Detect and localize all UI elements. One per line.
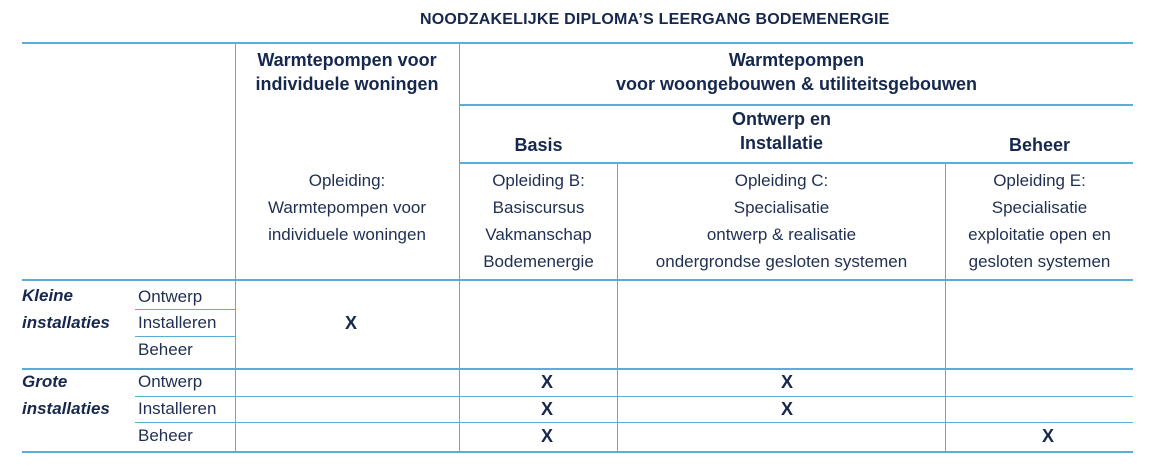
category-kleine-installaties: Kleine installaties <box>22 286 110 332</box>
mark-grote-beheer-basis: X <box>541 426 554 446</box>
subheader-rule <box>460 104 1133 106</box>
row-label-kleine-beheer: Beheer <box>138 340 193 359</box>
row-divider <box>135 309 235 310</box>
row-label-kleine-installeren: Installeren <box>138 313 217 332</box>
table-bottom-rule <box>22 451 1133 453</box>
opleiding-a: Opleiding: Warmtepompen voor individuele woningen <box>267 171 427 244</box>
mark-kleine-individueel: X <box>345 313 358 333</box>
row-label-grote-ontwerp: Ontwerp <box>138 372 203 391</box>
opleiding-e: Opleiding E: Specialisatie exploitatie open en gesloten systemen <box>968 171 1111 271</box>
row-label-grote-beheer: Beheer <box>138 426 193 445</box>
row-divider <box>135 396 1133 397</box>
header-basis: Basis <box>514 135 563 155</box>
row-label-kleine-ontwerp: Ontwerp <box>138 287 203 306</box>
header-utiliteitsgebouwen: Warmtepompen voor woongebouwen & utiliteitsgebouwen <box>616 50 977 94</box>
row-divider <box>135 422 1133 423</box>
category-grote-installaties: Grote installaties <box>22 372 110 418</box>
mark-grote-installeren-basis: X <box>541 399 554 419</box>
mark-grote-ontwerp-basis: X <box>541 372 554 392</box>
page-title: NOODZAKELIJKE DIPLOMA’S LEERGANG BODEMENERGIE <box>420 11 890 28</box>
row-divider <box>135 336 235 337</box>
mark-grote-ontwerp-c: X <box>781 372 794 392</box>
header-top-rule <box>22 42 1133 44</box>
row-label-grote-installeren: Installeren <box>138 399 217 418</box>
header-individuele-woningen: Warmtepompen voor individuele woningen <box>255 50 439 94</box>
header-beheer: Beheer <box>1008 135 1071 155</box>
mark-grote-beheer-e: X <box>1042 426 1055 446</box>
group-header-rule <box>460 162 1133 164</box>
header-ontwerp-installatie: Ontwerp en Installatie <box>731 109 831 153</box>
mark-grote-installeren-c: X <box>781 399 794 419</box>
section-divider <box>22 368 1133 370</box>
opleiding-b: Opleiding B: Basiscursus Vakmanschap Bodemenergie <box>483 171 594 271</box>
opleiding-c: Opleiding C: Specialisatie ontwerp & realisatie ondergrondse gesloten systemen <box>655 171 908 271</box>
header-bottom-rule <box>22 279 1133 281</box>
